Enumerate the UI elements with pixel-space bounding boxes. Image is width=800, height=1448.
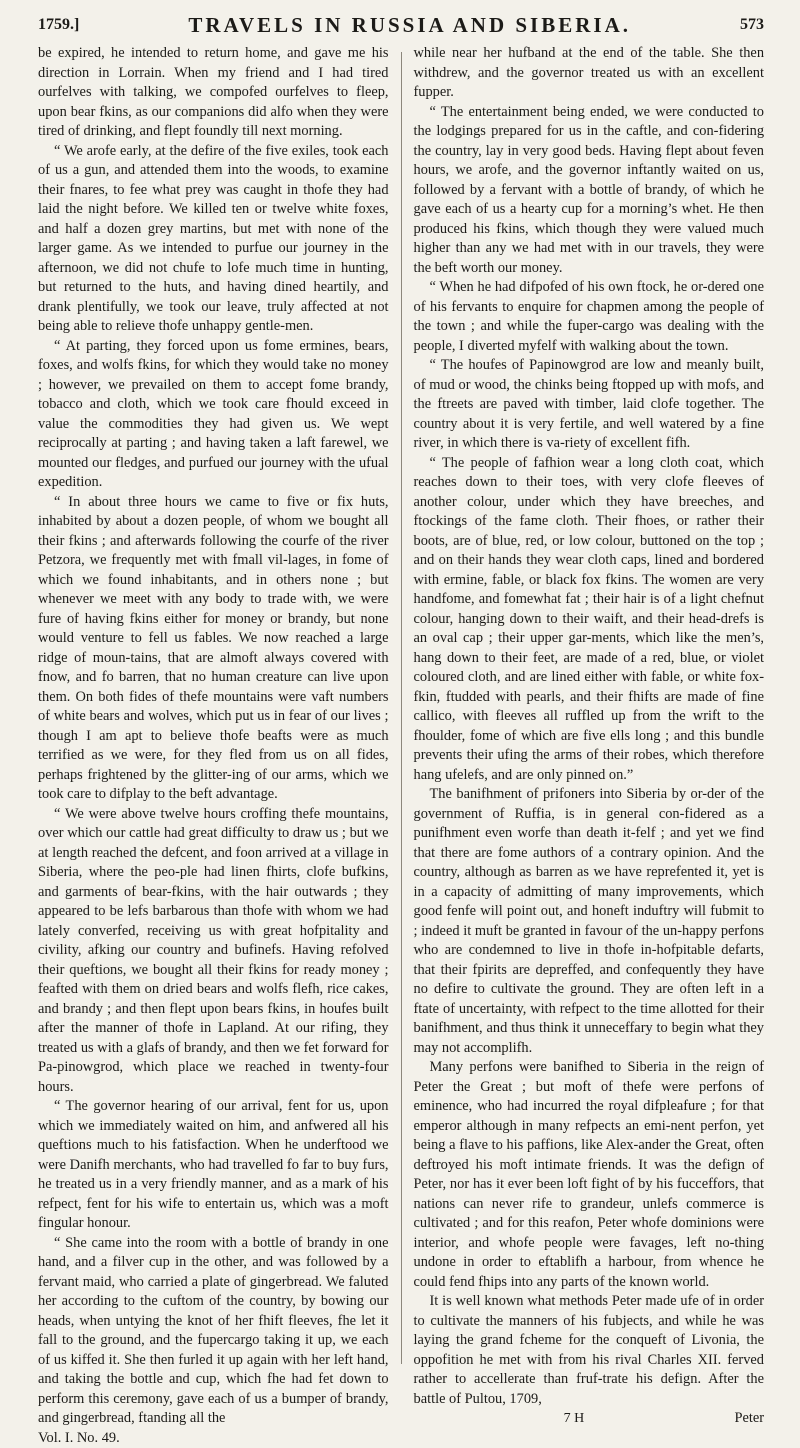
- paragraph: “ At parting, they forced upon us fome ermines, bears, foxes, and wolfs fkins, for which they would take no money ; however, we prevailed on them to accept fome brandy, tobacco and cloth, which we took care fhould exceed in value the commodities they had given us. We wept reciprocally at parting ; and having taken a laft farewel, we mounted our fledges, and purfued our journey with the ufual expedition.: [38, 337, 389, 493]
- volume-label: Vol. I. No. 49.: [38, 1429, 120, 1448]
- paragraph: “ The governor hearing of our arrival, fent for us, upon which we immediately waited on him, and anfwered all his queftions much to his fatisfaction. When he underftood we were Danifh merchants, who had travelled fo far to buy furs, he treated us in a very friendly manner, and as a mark of his refpect, fent for his wife to entertain us, which was a moft fingular honour.: [38, 1097, 389, 1234]
- paragraph: It is well known what methods Peter made ufe of in order to cultivate the manners of his fubjects, and while he was laying the grand fcheme for the conqueft of Livonia, the oppofition he met with from his rival Charles XII. ferved rather to accellerate than fruf-trate his defign. After the battle of Pultou, 1709,: [414, 1292, 765, 1409]
- page-title: TRAVELS IN RUSSIA AND SIBERIA.: [188, 13, 631, 38]
- paragraph: “ She came into the room with a bottle of brandy in one hand, and a filver cup in the other, and was followed by a fervant maid, who carried a plate of gingerbread. We faluted her according to the cuftom of the country, by bowing our heads, when untying the knot of her fhift fleeves, fhe let it fall to the ground, and the fupercargo taking it up, we each of us kiffed it. She then furled it up again with her left hand, and taking the bottle and cup, which fhe had fet down to perform this ceremony, gave each of us a bumper of brandy, and gingerbread, ftanding all the: [38, 1234, 389, 1429]
- paragraph: The banifhment of prifoners into Siberia by or-der of the government of Ruffia, is in general con-fidered as a punifhment even worfe than death it-felf ; and yet we find that there are fome authors of a contrary opinion. And the country, although as barren as we have reprefented it, yet is in a capacity of admitting of many improvements, which good fenfe will point out, and honeft induftry will fubmit to ; indeed it muft be granted in favour of the un-happy perfons who are condemned to live in thofe in-hofpitable defarts, that their fpirits are depreffed, and confequently they have no defire to cultivate the ground. They are often left in a ftate of uncertainty, with refpect to the time allotted for their banifhment, and thus think it unneceffary to begin what they may not accomplifh.: [414, 785, 765, 1058]
- paragraph: while near her hufband at the end of the table. She then withdrew, and the governor treated us with an excellent fupper.: [414, 44, 765, 103]
- paragraph: “ The houfes of Papinowgrod are low and meanly built, of mud or wood, the chinks being ftopped up with mofs, and the ftreets are paved with timber, laid clofe together. The country about it is very fertile, and well watered by a fine river, in which there is va-riety of excellent fifh.: [414, 356, 765, 454]
- paragraph: be expired, he intended to return home, and gave me his direction in Lorrain. When my friend and I had tired ourfelves with talking, we compofed ourfelves to fleep, upon bear fkins, as our companions did alfo when they were tired of drinking, and flept foundly till next morning.: [38, 44, 389, 142]
- page-number: 573: [740, 16, 764, 34]
- text-columns: [38, 44, 764, 1364]
- column-divider: [401, 52, 402, 1364]
- left-column: [38, 44, 389, 1364]
- catchword: Peter: [734, 1409, 764, 1429]
- paragraph: “ In about three hours we came to five or fix huts, inhabited by about a dozen people, of whom we bought all their fkins ; and afterwards following the courfe of the river Petzora, we frequently met with fmall vil-lages, in fome of which we found inhabitants, and in others none ; but whenever we meet with any body to trade with, we were fure of having fkins either for money or brandy, but none would venture to fell us fables. We now reached a large ridge of moun-tains, that are almoft always covered with fnow, and fo barren, that no human creature can live upon them. On both fides of thefe mountains were vaft numbers of white bears and wolves, which put us in fear of our lives ; though I am apt to believe thofe beafts were as much terrified as we were, for they fled from us on all fides, perhaps frightened by the glitter-ing of our arms, which we took care to difplay to the beft advantage.: [38, 493, 389, 805]
- running-head: [38, 8, 764, 42]
- paragraph: “ The entertainment being ended, we were conducted to the lodgings prepared for us in the caftle, and con-fidering the country, lay in very good beds. Having flept about feven hours, we arofe, and the governor inftantly waited on us, followed by a fervant with a bottle of brandy, of which he gave each of us a hearty cup for a morning’s whet. He then produced his fkins, which though they were valued much higher than any we had met with in our travels, they were the beft worth our money.: [414, 103, 765, 279]
- paragraph: Many perfons were banifhed to Siberia in the reign of Peter the Great ; but moft of thefe were perfons of eminence, who had incurred the royal difpleafure ; for that emperor although in many refpects an emi-nent perfon, yet being a flave to his paffions, like Alex-ander the Great, often deftroyed his moft intimate friends. It was the defign of Peter, nor has it ever been loft fight of by his fucceffors, that nations can never rife to grandeur, unlefs commerce is cultivated ; and for this reafon, Peter whofe dominions were interior, and whofe people were favages, left no-thing undone in order to eftablifh a harbour, from whence he could fend fhips into any parts of the known world.: [414, 1058, 765, 1292]
- paragraph: “ When he had difpofed of his own ftock, he or-dered one of his fervants to enquire for chapmen among the people of the town ; and while the fuper-cargo was dealing with the people, I diverted myfelf with walking about the town.: [414, 278, 765, 356]
- paragraph: “ We arofe early, at the defire of the five exiles, took each of us a gun, and attended them into the woods, to examine their fnares, to fee what prey was caught in thofe they had laid the night before. We killed ten or twelve white foxes, and half a dozen grey martins, but met with none of the larger game. As we intended to purfue our journey in the afternoon, we did not chufe to lofe much time in hunting, but returned to the huts, and having dined heartily, and drank plentifully, we took our leave, truly affected at not being able to relieve thofe unhappy gentle-men.: [38, 142, 389, 337]
- signature-mark: 7 H: [564, 1409, 585, 1429]
- paragraph: “ We were above twelve hours croffing thefe mountains, over which our cattle had great difficulty to draw us ; but we at length reached the defcent, and foon arrived at a village in Siberia, where the peo-ple had linen fhirts, clofe bufkins, and garments of bear-fkins, with the hair outwards ; they appeared to be lefs barbarous than thofe with whom we had lately converfed, receiving us with great hofpitality and civility, afking our country and bufinefs. Having refolved their queftions, we bought all their fkins for ready money ; feafted with them on dried bears and wolfs flefh, rice cakes, and brandy ; and then flept upon bears fkins, in houfes built after the manner of thofe in Lapland. At our rifing, they treated us with a glafs of brandy, and then we fet forward for Pa-pinowgrod, which place we reached in twenty-four hours.: [38, 805, 389, 1098]
- paragraph: “ The people of fafhion wear a long cloth coat, which reaches down to their toes, with very clofe fleeves of another colour, under which they have breeches, and ftockings of the fame cloth. Their fhoes, or rather their boots, are of blue, red, or low colour, buttoned on the top ; and on their hands they wear cloth caps, lined and bordered with ermine, fable, or black fox fkins. The women are very handfome, and fomewhat fat ; their hair is of a light chefnut colour, hanging down to their waift, and their head-drefs is an oval cap ; their upper gar-ments, which like the men’s, hang down to their feet, are made of a red, blue, or violet coloured cloth, and are lined either with fable, or white fox-fkin, ftudded with pearls, and their fhifts are made of fine callico, with fleeves all ruffled up from the wrift to the fhoulder, fome of which are five ells long ; and this bundle prevents their ufing the arms of their robes, which therefore hang ufelefs, and are only pinned on.”: [414, 454, 765, 786]
- right-column: [414, 44, 765, 1364]
- volume-footer: [38, 1429, 389, 1448]
- signature-line: [414, 1409, 765, 1429]
- year-label: 1759.]: [38, 16, 79, 34]
